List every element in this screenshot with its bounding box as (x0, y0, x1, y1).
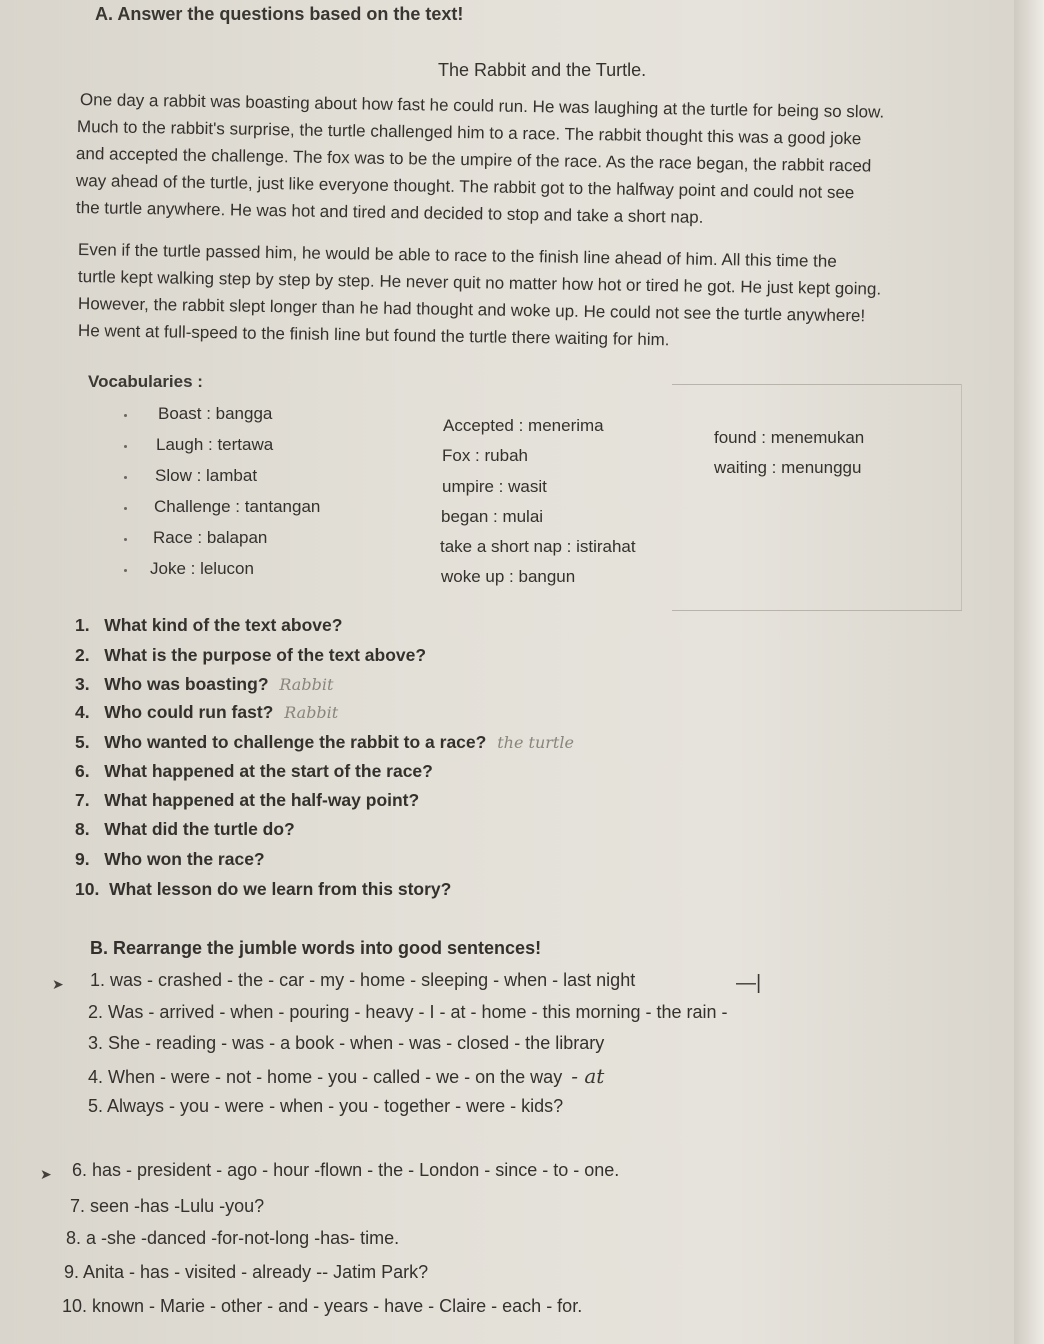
question-number: 9. (75, 849, 90, 869)
question-text: What happened at the half-way point? (104, 790, 420, 810)
vocab-box-right-border (961, 384, 962, 610)
vocab-item: Accepted : menerima (443, 416, 604, 435)
bullet (124, 414, 127, 417)
story-line: way ahead of the turtle, just like everyone thought. The rabbit got to the halfway point and could not see (75, 171, 855, 203)
bullet (124, 538, 127, 541)
jumble-item-3: 3. She - reading - was - a book - when - was - closed - the library (88, 1033, 605, 1053)
bullet (124, 476, 127, 479)
question-number: 8. (75, 819, 90, 839)
question-number: 6. (75, 761, 90, 781)
jumble-item-10: 10. known - Marie - other - and - years - have - Claire - each - for. (62, 1296, 583, 1316)
vocab-item: Race : balapan (153, 528, 268, 547)
question-text: What happened at the start of the race? (104, 761, 433, 781)
question-number: 1. (75, 615, 90, 635)
question-number: 10. (75, 879, 100, 899)
question-9 (75, 849, 265, 870)
question-6 (75, 761, 433, 782)
vocab-item: waiting : menunggu (714, 458, 862, 477)
story-line: turtle kept walking step by step by step. He never quit no matter how hot or tired he got. He just kept going. (77, 267, 882, 299)
question-4 (75, 702, 338, 723)
story-line: However, the rabbit slept longer than he had thought and woke up. He could not see the turtle anywhere! (77, 294, 866, 326)
story-line: One day a rabbit was boasting about how fast he could run. He was laughing at the turtle for being so slow. (79, 90, 885, 122)
question-text: What is the purpose of the text above? (104, 645, 427, 665)
jumble-item-5: 5. Always - you - were - when - you - together - were - kids? (88, 1096, 564, 1116)
section-a-heading: A. Answer the questions based on the text! (95, 4, 464, 24)
jumble-item-1: 1. was - crashed - the - car - my - home - sleeping - when - last night (90, 970, 636, 990)
handwritten-note: - at (571, 1064, 605, 1088)
question-text: Who was boasting? (104, 674, 269, 694)
question-text: Who won the race? (104, 849, 265, 869)
question-text: Who wanted to challenge the rabbit to a race? (104, 732, 487, 752)
question-1 (75, 615, 342, 636)
bullet (124, 445, 127, 448)
handwritten-answer: the turtle (497, 733, 574, 752)
question-7 (75, 790, 419, 811)
bullet (124, 507, 127, 510)
question-5 (75, 732, 574, 753)
vocab-item: found : menemukan (714, 428, 865, 447)
story-line: the turtle anywhere. He was hot and tired and decided to stop and take a short nap. (75, 198, 704, 227)
story-line: He went at full-speed to the finish line but found the turtle there waiting for him. (77, 321, 670, 350)
jumble-item-6: 6. has - president - ago - hour -flown - the - London - since - to - one. (72, 1160, 620, 1180)
handwritten-answer: Rabbit (279, 675, 334, 694)
question-number: 5. (75, 732, 90, 752)
handwritten-answer: Rabbit (284, 703, 339, 722)
vocab-item: Slow : lambat (155, 466, 258, 485)
jumble-item-2: 2. Was - arrived - when - pouring - heavy - I - at - home - this morning - the rain - (88, 1002, 728, 1022)
jumble-item-8: 8. a -she -danced -for-not-long -has- time. (66, 1228, 400, 1248)
vocab-item: began : mulai (441, 507, 544, 526)
handwritten-dash-mark: —| (736, 972, 762, 994)
jumble-item-text: 4. When - were - not - home - you - called - we - on the way (88, 1067, 563, 1087)
vocab-item: take a short nap : istirahat (440, 537, 636, 556)
question-text: What kind of the text above? (104, 615, 343, 635)
question-number: 4. (75, 702, 90, 722)
question-text: Who could run fast? (104, 702, 274, 722)
vocab-item: Boast : bangga (158, 404, 273, 423)
question-text: What lesson do we learn from this story? (109, 879, 452, 899)
page-edge (1014, 0, 1044, 1344)
question-number: 2. (75, 645, 90, 665)
question-8 (75, 819, 295, 840)
vocabularies-heading: Vocabularies : (88, 372, 203, 391)
question-10 (75, 879, 451, 900)
vocab-item: Challenge : tantangan (154, 497, 321, 516)
vocab-item: Laugh : tertawa (156, 435, 274, 454)
jumble-item-7: 7. seen -has -Lulu -you? (70, 1196, 265, 1216)
question-number: 7. (75, 790, 90, 810)
arrow-marker-icon: ➤ (52, 976, 64, 992)
question-3 (75, 674, 333, 695)
story-line: and accepted the challenge. The fox was to be the umpire of the race. As the race began, the rabbit raced (75, 144, 872, 176)
question-text: What did the turtle do? (104, 819, 295, 839)
bullet (124, 569, 127, 572)
vocab-item: Joke : lelucon (150, 559, 254, 578)
section-b-heading: B. Rearrange the jumble words into good sentences! (90, 938, 542, 958)
jumble-item-4 (88, 1064, 604, 1088)
question-number: 3. (75, 674, 90, 694)
jumble-item-9: 9. Anita - has - visited - already -- Jatim Park? (64, 1262, 429, 1282)
arrow-marker-icon: ➤ (40, 1166, 52, 1182)
story-line: Even if the turtle passed him, he would be able to race to the finish line ahead of him. All this time the (77, 240, 837, 271)
story-title: The Rabbit and the Turtle. (438, 60, 647, 80)
vocab-item: umpire : wasit (442, 477, 547, 496)
vocab-box-bottom-border (672, 610, 962, 611)
vocab-box-top-border (672, 384, 962, 385)
vocab-item: woke up : bangun (441, 567, 576, 586)
question-2 (75, 645, 426, 666)
vocab-item: Fox : rubah (442, 446, 528, 465)
story-line: Much to the rabbit's surprise, the turtle challenged him to a race. The rabbit thought this was a good joke (76, 117, 862, 149)
